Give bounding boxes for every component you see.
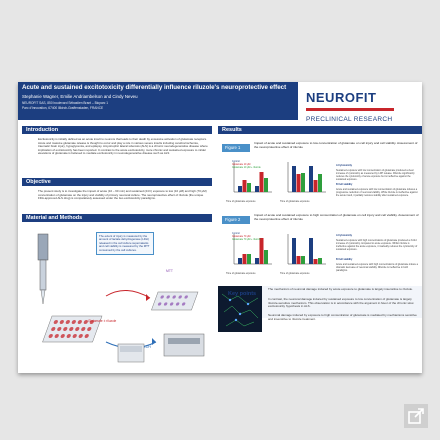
key-points-heading: Key points (228, 291, 257, 297)
methods-heading: Material and Methods (22, 214, 212, 222)
figure1-label: Figure 1 (222, 144, 250, 152)
figure2-caption: Impact of acute and sustained exposure to high concentration of glutamate on cell injury and cell viability. Assessment of the neuroprotective effect of riluzole (254, 213, 419, 221)
objective-text: The present study is to investigate the impact of acute (10 – 60 min) and sustained (24 h) exposure to low (10 µM) and high (70 µM) concentration of glutamate on the injury and viability of primary neuronal culture. The neuroprotective effect of riluzole (the unique FDA-approved ALS drug) is comparatively assessed under the two excitotoxicity paradigms. (38, 189, 207, 201)
expand-button[interactable] (404, 404, 428, 428)
chart-bar (318, 258, 322, 264)
figure1-panel-a-title: A Cytotoxicity (336, 164, 352, 167)
chart-bar (260, 172, 264, 192)
figure2-xlabel-b: Time of glutamate exposure (280, 272, 310, 275)
chart-bar (301, 173, 305, 192)
chart-bar (314, 180, 318, 192)
chart-bar (260, 238, 264, 264)
figure2-legend-control: Control (232, 232, 240, 235)
figure2-panel-a-title: A Cytotoxicity (336, 234, 352, 237)
figure2-legend-glutamate: Glutamate 70 µM (232, 235, 251, 238)
poster-header (18, 82, 298, 120)
chart-bar (292, 166, 296, 192)
chart-bar (309, 166, 313, 192)
chart-bar (255, 186, 259, 192)
figure2-panel-a-text: Sustained exposure with high concentrations of glutamate produced a 3-fold increase of cytotoxicity compared to acute exposure. Whilst riluzole is ineffective against the acute exposure, it markedly reduces the cytotoxicity of sustained exposure. (336, 239, 418, 251)
key-points-text-3: Neuronal damage induced by exposure to high concentration of glutamate is mediated by mechanisms sensitive and insensitive to riluzole treatment. (268, 313, 417, 321)
methods-text: The extent of injury is measured by the amount of lactate dehydrogenase (LDH) released in the cell culture supernatants and cell viability is measured by the MTT consumed by the cell cultures. (96, 232, 154, 255)
introduction-text: Excitotoxicity is initially defined as an acute insult to neurons that leads to their death by excessive activation of glutamate receptors. Acute and massive glutamate release is thought to occur and play a role in various severe insults including cerebral ischemia, traumatic brain injury, hypoglycemia, and epilepsy. Amyotrophic lateral sclerosis (ALS) is a chronic neurodegenerative disease where implication of excitotoxicity has been reported. In contrast to the acute excitotoxicity, more chronic and sustained exposure to milder elevations of glutamate is believed to mediate excitotoxicity in neurodegenerative disease such as ALS (38, 137, 208, 156)
figure2-viability-chart (280, 230, 328, 272)
chart-bar (264, 250, 268, 264)
figure1-panel-a-text: Sustained exposure with low concentration of glutamate produced a clear increase of cytotoxicity as measured by LDH release. Riluzole significantly reduces the cytotoxicity of acute exposure but is ineffective against the sustained exposure. (336, 169, 415, 181)
figure1-legend-glutamate: Glutamate 10 µM (232, 163, 251, 166)
incubation-label: Glutamate ± riluzole (88, 319, 117, 323)
figure2-panel-b-text: Acute and sustained exposure with high concentrations of glutamate induce a dramatic decrease of neuronal viability. Riluzole is ineffective in both paradigms. (336, 263, 418, 272)
results-heading: Results (218, 126, 422, 134)
ldh-label: LDH (144, 345, 151, 349)
figure1-xlabel-a: Time of glutamate exposure (226, 200, 256, 203)
chart-bar (264, 178, 268, 192)
chart-bar (297, 256, 301, 264)
chart-bar (292, 238, 296, 264)
chart-bar (243, 254, 247, 264)
logo-wordmark: NEUROFIT (306, 90, 377, 105)
figure1-caption: Impact of acute and sustained exposure to low concentration of glutamate on cell injury and cell viability. Assessment of the neuroprotective effect of riluzole (254, 141, 418, 149)
poster-affiliation-2: Parc d'Innovation, 67400 Illkirch-Graffenstaden, FRANCE (22, 106, 104, 110)
chart-bar (255, 258, 259, 264)
chart-bar (318, 174, 322, 192)
poster-affiliation: NEUROFIT SAS, 850 boulevard Sébastien Brant – Bioparc 1 (22, 101, 109, 105)
logo-underline (306, 108, 394, 111)
introduction-heading: Introduction (22, 126, 212, 134)
chart-bar (238, 258, 242, 264)
mtt-label: MTT (166, 269, 173, 273)
logo-subtitle: PRECLINICAL RESEARCH (306, 116, 393, 123)
chart-bar (314, 259, 318, 264)
key-points-text-2: In contrast, the neuronal damage induced by sustained exposure to low concentration of glutamate is largely riluzole-sensitive mechanism. This observation is in accordance with the argument in favor of the chronic slow excitotoxicity hypothesis in ALS. (268, 297, 414, 309)
key-points-text-1: The mechanism of neuronal damage induced by acute exposure to glutamate is largely insensitive to riluzole. (268, 287, 413, 291)
chart-bar (297, 174, 301, 192)
poster (18, 82, 422, 373)
chart-bar (243, 180, 247, 192)
figure2-label: Figure 2 (222, 216, 250, 224)
figure1-xlabel-b: Time of glutamate exposure (280, 200, 310, 203)
figure1-panel-b-text: Acute and sustained exposure with low concentration of glutamate induces a progressive reduction of neuronal viability. While riluzole is ineffective against the acute insult, it partially restores viability after sustained exposure. (336, 188, 418, 197)
poster-authors: Stephanie Wagner, Emilie Andriambelson and Cindy Neveu (22, 94, 138, 99)
chart-bar (238, 186, 242, 192)
expand-icon (408, 408, 424, 424)
poster-title: Acute and sustained excitotoxicity differentially influence riluzole's neuroprotective effect (22, 84, 287, 91)
figure1-legend-control: Control (232, 160, 240, 163)
chart-bar (309, 238, 313, 264)
chart-bar (301, 256, 305, 264)
objective-heading: Objective (22, 178, 212, 186)
figure1-legend-riluzole: Glutamate 10 µM + riluzole (232, 166, 261, 169)
figure1-viability-chart (280, 158, 328, 200)
figure2-legend-riluzole: Glutamate 70 µM + riluzole (232, 238, 261, 241)
figure1-panel-b-title: B Cell viability (336, 183, 353, 186)
figure2-panel-b-title: B Cell viability (336, 258, 353, 261)
chart-bar (247, 183, 251, 192)
chart-bar (247, 254, 251, 264)
figure2-xlabel-a: Time of glutamate exposure (226, 272, 256, 275)
